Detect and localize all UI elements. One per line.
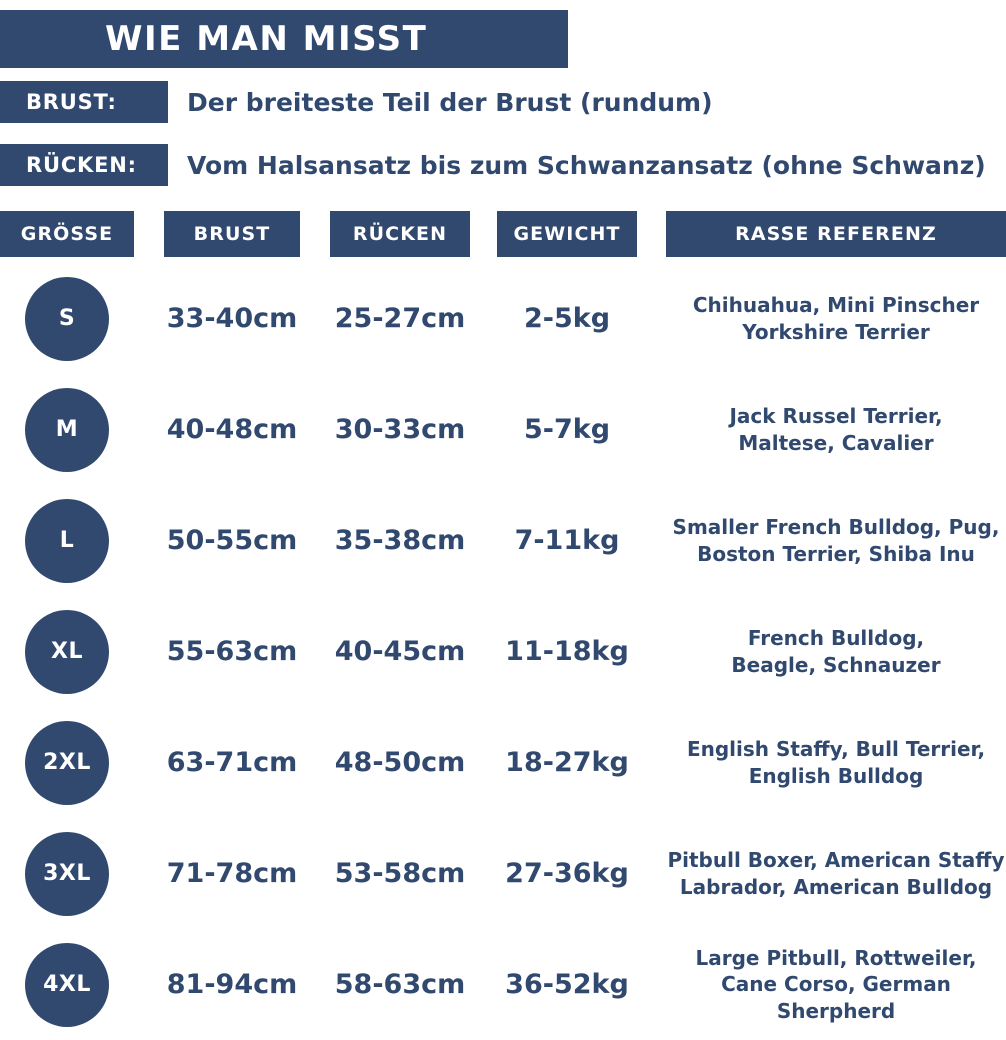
weight-value: 27-36kg [505, 858, 629, 889]
breed-line-2: Boston Terrier, Shiba Inu [697, 541, 975, 566]
cell-breed [666, 929, 1006, 1040]
breed-line-2: Maltese, Cavalier [738, 430, 934, 455]
column-header-breed: RASSE REFERENZ [666, 211, 1006, 257]
breed-text [666, 945, 1006, 1024]
table-row [0, 374, 1006, 485]
cell-back [330, 374, 470, 485]
cell-size [0, 596, 134, 707]
breed-text [687, 736, 985, 789]
cell-weight [497, 374, 637, 485]
table-row [0, 929, 1006, 1040]
size-badge: 2XL [25, 721, 109, 805]
cell-weight [497, 263, 637, 374]
size-badge: L [25, 499, 109, 583]
chest-value: 33-40cm [166, 303, 298, 334]
breed-line-2: Cane Corso, German Sherpherd [721, 972, 951, 1023]
breed-line-2: Beagle, Schnauzer [731, 652, 941, 677]
back-value: 53-58cm [334, 858, 466, 889]
cell-chest [164, 374, 300, 485]
howto-row-chest [0, 81, 1006, 123]
size-badge: 3XL [25, 832, 109, 916]
table-header-row [0, 211, 1006, 257]
chest-value: 50-55cm [166, 525, 298, 556]
breed-text [667, 847, 1004, 900]
cell-chest [164, 929, 300, 1040]
table-row [0, 263, 1006, 374]
column-header-back: RÜCKEN [330, 211, 470, 257]
back-value: 25-27cm [334, 303, 466, 334]
breed-line-1: Jack Russel Terrier, [729, 404, 943, 429]
breed-line-2: Yorkshire Terrier [742, 319, 930, 344]
breed-line-2: Labrador, American Bulldog [679, 874, 993, 899]
cell-weight [497, 818, 637, 929]
weight-value: 36-52kg [505, 969, 629, 1000]
cell-back [330, 818, 470, 929]
cell-weight [497, 485, 637, 596]
chest-value: 55-63cm [166, 636, 298, 667]
chest-value: 63-71cm [166, 747, 298, 778]
breed-text [673, 514, 1000, 567]
cell-size [0, 818, 134, 929]
breed-line-1: Pitbull Boxer, American Staffy [667, 848, 1005, 873]
weight-value: 2-5kg [523, 303, 611, 334]
chart-title-bar [0, 10, 568, 68]
size-badge: XL [25, 610, 109, 694]
cell-breed [666, 263, 1006, 374]
cell-breed [666, 707, 1006, 818]
cell-breed [666, 485, 1006, 596]
back-value: 35-38cm [334, 525, 466, 556]
table-row [0, 485, 1006, 596]
breed-text [731, 625, 940, 678]
cell-back [330, 929, 470, 1040]
cell-chest [164, 596, 300, 707]
howto-value-chest: Der breiteste Teil der Brust (rundum) [187, 87, 713, 117]
table-row [0, 596, 1006, 707]
breed-line-1: Smaller French Bulldog, Pug, [672, 515, 1000, 540]
cell-size [0, 485, 134, 596]
cell-breed [666, 374, 1006, 485]
chest-value: 81-94cm [166, 969, 298, 1000]
cell-weight [497, 707, 637, 818]
breed-line-2: English Bulldog [748, 763, 924, 788]
weight-value: 5-7kg [523, 414, 611, 445]
cell-weight [497, 596, 637, 707]
column-header-size: GRÖSSE [0, 211, 134, 257]
cell-back [330, 263, 470, 374]
breed-line-1: French Bulldog, [747, 626, 925, 651]
breed-text [693, 292, 979, 345]
back-value: 30-33cm [334, 414, 466, 445]
weight-value: 11-18kg [505, 636, 629, 667]
howto-value-back: Vom Halsansatz bis zum Schwanzansatz (ohne Schwanz) [187, 150, 986, 180]
table-body [0, 263, 1006, 1040]
breed-text [729, 403, 942, 456]
cell-weight [497, 929, 637, 1040]
howto-row-back [0, 144, 1006, 186]
weight-value: 7-11kg [514, 525, 620, 556]
cell-chest [164, 485, 300, 596]
chest-value: 40-48cm [166, 414, 298, 445]
cell-size [0, 707, 134, 818]
size-badge: 4XL [25, 943, 109, 1027]
size-badge: M [25, 388, 109, 472]
table-row [0, 707, 1006, 818]
size-badge: S [25, 277, 109, 361]
breed-line-1: English Staffy, Bull Terrier, [686, 737, 986, 762]
column-header-weight: GEWICHT [497, 211, 637, 257]
cell-breed [666, 818, 1006, 929]
cell-chest [164, 818, 300, 929]
back-value: 48-50cm [334, 747, 466, 778]
cell-breed [666, 596, 1006, 707]
column-header-chest: BRUST [164, 211, 300, 257]
page-title: WIE MAN MISST [105, 19, 428, 59]
cell-back [330, 596, 470, 707]
cell-size [0, 929, 134, 1040]
weight-value: 18-27kg [505, 747, 629, 778]
table-row [0, 818, 1006, 929]
breed-line-1: Large Pitbull, Rottweiler, [695, 945, 977, 970]
back-value: 40-45cm [334, 636, 466, 667]
back-value: 58-63cm [334, 969, 466, 1000]
cell-size [0, 263, 134, 374]
cell-size [0, 374, 134, 485]
howto-label-chest: BRUST: [0, 81, 168, 123]
chest-value: 71-78cm [166, 858, 298, 889]
cell-back [330, 485, 470, 596]
breed-line-1: Chihuahua, Mini Pinscher [692, 293, 980, 318]
howto-label-back: RÜCKEN: [0, 144, 168, 186]
cell-chest [164, 707, 300, 818]
cell-back [330, 707, 470, 818]
cell-chest [164, 263, 300, 374]
